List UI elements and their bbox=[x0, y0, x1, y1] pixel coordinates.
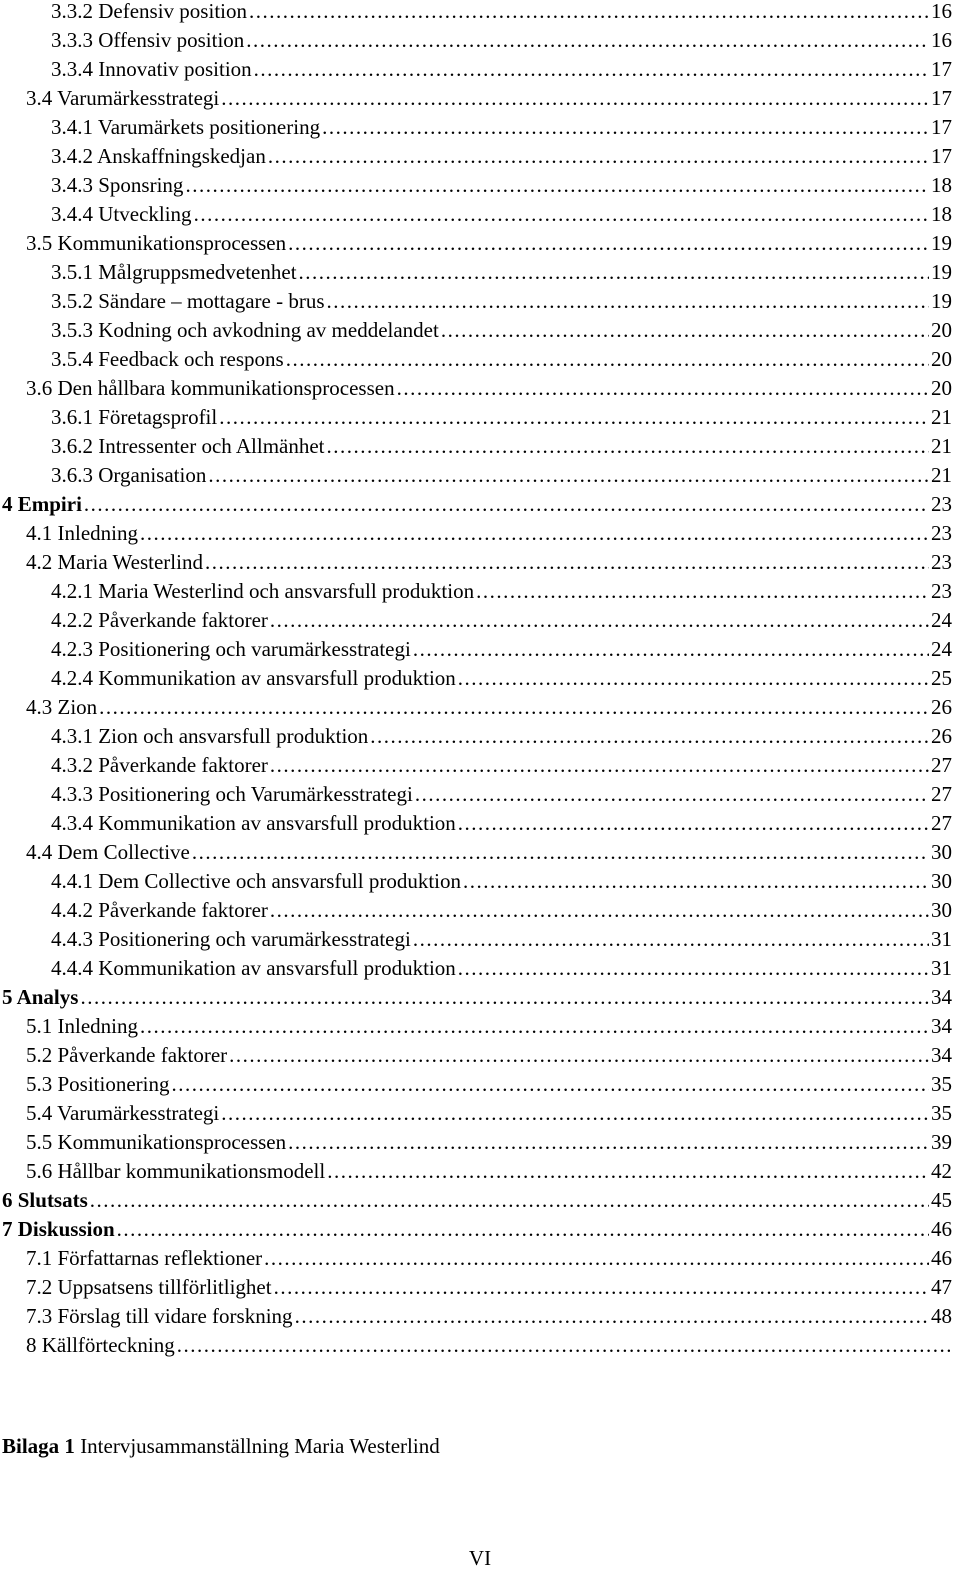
toc-entry-page: 26 bbox=[931, 724, 952, 748]
toc-dot-leader bbox=[441, 318, 929, 343]
toc-dot-leader bbox=[413, 927, 929, 952]
toc-entry[interactable] bbox=[26, 836, 952, 865]
toc-entry-label: 5.2 Påverkande faktorer bbox=[26, 1043, 228, 1067]
toc-dot-leader bbox=[270, 753, 929, 778]
toc-entry-label: 4.2.4 Kommunikation av ansvarsfull produktion bbox=[51, 666, 456, 690]
toc-entry-label: 6 Slutsats bbox=[2, 1188, 88, 1212]
toc-entry[interactable] bbox=[51, 430, 952, 459]
toc-entry-page: 27 bbox=[931, 753, 952, 777]
toc-dot-leader bbox=[288, 1130, 929, 1155]
toc-entry[interactable] bbox=[26, 82, 952, 111]
toc-entry-label: 8 Källförteckning bbox=[26, 1333, 175, 1357]
toc-entry-label: 7.2 Uppsatsens tillförlitlighet bbox=[26, 1275, 272, 1299]
toc-entry-page: 31 bbox=[931, 956, 952, 980]
toc-entry-page: 30 bbox=[931, 840, 952, 864]
toc-entry-label: 5.5 Kommunikationsprocessen bbox=[26, 1130, 287, 1154]
toc-entry-label: 3.6.3 Organisation bbox=[51, 463, 207, 487]
toc-entry-page: 30 bbox=[931, 898, 952, 922]
toc-dot-leader bbox=[322, 115, 929, 140]
toc-entry-label: 3.3.2 Defensiv position bbox=[51, 0, 247, 23]
toc-entry[interactable] bbox=[51, 198, 952, 227]
toc-entry-label: 3.6.2 Intressenter och Allmänhet bbox=[51, 434, 325, 458]
toc-entry[interactable] bbox=[26, 1242, 952, 1271]
toc-entry-label: 4.3.1 Zion och ansvarsfull produktion bbox=[51, 724, 369, 748]
toc-entry[interactable] bbox=[51, 894, 952, 923]
appendix-label: Bilaga 1 bbox=[2, 1434, 75, 1458]
toc-entry-page: 27 bbox=[931, 782, 952, 806]
toc-entry-label: 4.4.4 Kommunikation av ansvarsfull produktion bbox=[51, 956, 456, 980]
toc-entry[interactable] bbox=[51, 778, 952, 807]
toc-entry[interactable] bbox=[51, 140, 952, 169]
toc-entry-label: 4.4.3 Positionering och varumärkesstrategi bbox=[51, 927, 411, 951]
toc-entry-page: 17 bbox=[931, 115, 952, 139]
toc-entry-page: 48 bbox=[931, 1304, 952, 1328]
toc-entry[interactable] bbox=[51, 459, 952, 488]
toc-dot-leader bbox=[140, 521, 929, 546]
toc-entry[interactable] bbox=[26, 1329, 952, 1358]
toc-entry-label: 3.4 Varumärkesstrategi bbox=[26, 86, 220, 110]
toc-dot-leader bbox=[370, 724, 929, 749]
toc-entry-page: 17 bbox=[931, 144, 952, 168]
toc-entry-page: 21 bbox=[931, 405, 952, 429]
toc-entry-page: 39 bbox=[931, 1130, 952, 1154]
toc-entry[interactable] bbox=[51, 343, 952, 372]
toc-dot-leader bbox=[295, 1304, 929, 1329]
toc-dot-leader bbox=[270, 608, 929, 633]
toc-entry[interactable] bbox=[51, 256, 952, 285]
toc-entry[interactable] bbox=[51, 633, 952, 662]
toc-entry-page: 25 bbox=[931, 666, 952, 690]
toc-entry[interactable] bbox=[51, 749, 952, 778]
toc-entry-page: 17 bbox=[931, 57, 952, 81]
toc-entry[interactable] bbox=[26, 1300, 952, 1329]
toc-entry[interactable] bbox=[51, 807, 952, 836]
toc-entry[interactable] bbox=[51, 575, 952, 604]
toc-entry[interactable] bbox=[26, 1039, 952, 1068]
toc-dot-leader bbox=[221, 86, 929, 111]
toc-entry-label: 4 Empiri bbox=[2, 492, 82, 516]
toc-dot-leader bbox=[413, 637, 929, 662]
toc-entry-page: 21 bbox=[931, 434, 952, 458]
toc-entry-page: 20 bbox=[931, 318, 952, 342]
toc-entry-page: 19 bbox=[931, 260, 952, 284]
toc-entry-page: 18 bbox=[931, 202, 952, 226]
toc-entry[interactable] bbox=[2, 1213, 952, 1242]
toc-dot-leader bbox=[264, 1246, 929, 1271]
toc-entry[interactable] bbox=[51, 720, 952, 749]
toc-entry[interactable] bbox=[51, 952, 952, 981]
toc-dot-leader bbox=[327, 434, 929, 459]
toc-dot-leader bbox=[268, 144, 929, 169]
toc-entry-label: 4.3.3 Positionering och Varumärkesstrategi bbox=[51, 782, 413, 806]
toc-dot-leader bbox=[397, 376, 929, 401]
toc-entry-page: 46 bbox=[931, 1217, 952, 1241]
toc-entry-page: 30 bbox=[931, 869, 952, 893]
toc-entry-label: 4.2.2 Påverkande faktorer bbox=[51, 608, 268, 632]
toc-entry-label: 3.5.3 Kodning och avkodning av meddelandet bbox=[51, 318, 439, 342]
toc-entry[interactable] bbox=[2, 981, 952, 1010]
toc-entry-page: 23 bbox=[931, 550, 952, 574]
toc-entry-page: 45 bbox=[931, 1188, 952, 1212]
toc-entry[interactable] bbox=[51, 401, 952, 430]
toc-entry-page: 27 bbox=[931, 811, 952, 835]
toc-entry-label: 4.2.1 Maria Westerlind och ansvarsfull produktion bbox=[51, 579, 475, 603]
toc-entry-page: 19 bbox=[931, 289, 952, 313]
toc-dot-leader bbox=[458, 956, 929, 981]
toc-entry-label: 3.3.4 Innovativ position bbox=[51, 57, 252, 81]
toc-entry-label: 5 Analys bbox=[2, 985, 79, 1009]
toc-entry-label: 7 Diskussion bbox=[2, 1217, 115, 1241]
toc-dot-leader bbox=[458, 666, 929, 691]
toc-dot-leader bbox=[270, 898, 929, 923]
toc-dot-leader bbox=[458, 811, 929, 836]
toc-dot-leader bbox=[463, 869, 929, 894]
toc-entry-page: 23 bbox=[931, 492, 952, 516]
toc-entry[interactable] bbox=[51, 285, 952, 314]
page-number: VI bbox=[468, 1546, 492, 1570]
toc-entry[interactable] bbox=[26, 1097, 952, 1126]
toc-dot-leader bbox=[177, 1333, 950, 1358]
toc-dot-leader bbox=[299, 260, 929, 285]
toc-entry[interactable] bbox=[26, 1126, 952, 1155]
toc-entry-page: 34 bbox=[931, 985, 952, 1009]
toc-entry[interactable] bbox=[26, 1271, 952, 1300]
toc-entry-label: 5.1 Inledning bbox=[26, 1014, 138, 1038]
toc-entry[interactable] bbox=[51, 169, 952, 198]
toc-dot-leader bbox=[99, 695, 929, 720]
toc-entry-page: 19 bbox=[931, 231, 952, 255]
toc-dot-leader bbox=[205, 550, 929, 575]
toc-entry-page: 23 bbox=[931, 579, 952, 603]
toc-entry-page: 47 bbox=[931, 1275, 952, 1299]
toc-entry[interactable] bbox=[26, 1068, 952, 1097]
toc-entry-label: 4.3 Zion bbox=[26, 695, 98, 719]
toc-entry[interactable] bbox=[51, 314, 952, 343]
toc-entry-label: 5.3 Positionering bbox=[26, 1072, 170, 1096]
toc-entry[interactable] bbox=[51, 923, 952, 952]
toc-dot-leader bbox=[415, 782, 929, 807]
toc-entry-label: 3.4.3 Sponsring bbox=[51, 173, 184, 197]
toc-entry-page: 42 bbox=[931, 1159, 952, 1183]
toc-dot-leader bbox=[327, 1159, 929, 1184]
toc-dot-leader bbox=[172, 1072, 929, 1097]
toc-entry-page: 34 bbox=[931, 1043, 952, 1067]
toc-entry-label: 3.5.1 Målgruppsmedvetenhet bbox=[51, 260, 297, 284]
toc-entry-page: 16 bbox=[931, 28, 952, 52]
toc-dot-leader bbox=[274, 1275, 929, 1300]
toc-entry-page: 16 bbox=[931, 0, 952, 23]
toc-entry-label: 3.4.2 Anskaffningskedjan bbox=[51, 144, 266, 168]
toc-entry-label: 5.4 Varumärkesstrategi bbox=[26, 1101, 220, 1125]
toc-entry-label: 7.3 Förslag till vidare forskning bbox=[26, 1304, 293, 1328]
toc-entry-label: 4.4 Dem Collective bbox=[26, 840, 190, 864]
toc-entry[interactable] bbox=[26, 691, 952, 720]
toc-dot-leader bbox=[90, 1188, 929, 1213]
toc-entry-page: 24 bbox=[931, 637, 952, 661]
toc-entry-label: 4.3.4 Kommunikation av ansvarsfull produktion bbox=[51, 811, 456, 835]
toc-entry-page: 18 bbox=[931, 173, 952, 197]
toc-entry[interactable] bbox=[2, 488, 952, 517]
toc-entry[interactable] bbox=[2, 1184, 952, 1213]
toc-entry[interactable] bbox=[51, 0, 952, 24]
toc-dot-leader bbox=[288, 231, 929, 256]
toc-entry-label: 3.5.4 Feedback och respons bbox=[51, 347, 284, 371]
toc-entry-label: 3.5 Kommunikationsprocessen bbox=[26, 231, 287, 255]
appendix-entry bbox=[2, 1434, 440, 1459]
toc-dot-leader bbox=[246, 28, 929, 53]
toc-dot-leader bbox=[327, 289, 929, 314]
toc-entry-label: 3.4.1 Varumärkets positionering bbox=[51, 115, 321, 139]
toc-entry-page: 35 bbox=[931, 1101, 952, 1125]
toc-entry-page: 24 bbox=[931, 608, 952, 632]
toc-entry-page: 34 bbox=[931, 1014, 952, 1038]
toc-entry-label: 4.1 Inledning bbox=[26, 521, 138, 545]
toc-dot-leader bbox=[476, 579, 929, 604]
toc-dot-leader bbox=[185, 173, 929, 198]
toc-entry[interactable] bbox=[26, 227, 952, 256]
toc-entry-page: 17 bbox=[931, 86, 952, 110]
toc-dot-leader bbox=[117, 1217, 929, 1242]
toc-entry[interactable] bbox=[51, 53, 952, 82]
toc-entry[interactable] bbox=[26, 546, 952, 575]
toc-entry-page: 20 bbox=[931, 376, 952, 400]
toc-entry[interactable] bbox=[26, 517, 952, 546]
toc-entry[interactable] bbox=[51, 865, 952, 894]
toc-entry-page: 46 bbox=[931, 1246, 952, 1270]
toc-entry-page: 21 bbox=[931, 463, 952, 487]
toc-entry-label: 4.2 Maria Westerlind bbox=[26, 550, 203, 574]
toc-dot-leader bbox=[140, 1014, 929, 1039]
toc-dot-leader bbox=[80, 985, 929, 1010]
toc-entry-label: 4.3.2 Påverkande faktorer bbox=[51, 753, 268, 777]
toc-dot-leader bbox=[254, 57, 929, 82]
toc-dot-leader bbox=[192, 840, 929, 865]
toc-dot-leader bbox=[208, 463, 929, 488]
toc-entry[interactable] bbox=[26, 372, 952, 401]
toc-entry[interactable] bbox=[26, 1010, 952, 1039]
toc-entry[interactable] bbox=[51, 662, 952, 691]
toc-dot-leader bbox=[249, 0, 929, 24]
toc-entry-label: 3.3.3 Offensiv position bbox=[51, 28, 245, 52]
toc-dot-leader bbox=[221, 1101, 929, 1126]
appendix-title: Intervjusammanställning Maria Westerlind bbox=[80, 1434, 440, 1458]
toc-entry-label: 3.6 Den hållbara kommunikationsprocessen bbox=[26, 376, 395, 400]
toc-entry-page: 31 bbox=[931, 927, 952, 951]
toc-entry[interactable] bbox=[51, 111, 952, 140]
toc-entry[interactable] bbox=[51, 24, 952, 53]
toc-dot-leader bbox=[286, 347, 929, 372]
toc-entry-page: 20 bbox=[931, 347, 952, 371]
toc-entry-label: 3.5.2 Sändare – mottagare - brus bbox=[51, 289, 325, 313]
toc-dot-leader bbox=[229, 1043, 929, 1068]
toc-entry-label: 5.6 Hållbar kommunikationsmodell bbox=[26, 1159, 326, 1183]
toc-entry-label: 7.1 Författarnas reflektioner bbox=[26, 1246, 263, 1270]
toc-entry[interactable] bbox=[51, 604, 952, 633]
toc-dot-leader bbox=[194, 202, 929, 227]
toc-entry-label: 4.4.1 Dem Collective och ansvarsfull produktion bbox=[51, 869, 462, 893]
toc-dot-leader bbox=[219, 405, 929, 430]
toc-entry-page: 23 bbox=[931, 521, 952, 545]
toc-entry-page: 35 bbox=[931, 1072, 952, 1096]
toc-entry[interactable] bbox=[26, 1155, 952, 1184]
toc-entry-label: 4.4.2 Påverkande faktorer bbox=[51, 898, 268, 922]
toc-entry-label: 3.6.1 Företagsprofil bbox=[51, 405, 218, 429]
toc-entry-label: 4.2.3 Positionering och varumärkesstrategi bbox=[51, 637, 411, 661]
toc-dot-leader bbox=[84, 492, 929, 517]
toc-entry-page: 26 bbox=[931, 695, 952, 719]
toc-entry-label: 3.4.4 Utveckling bbox=[51, 202, 192, 226]
